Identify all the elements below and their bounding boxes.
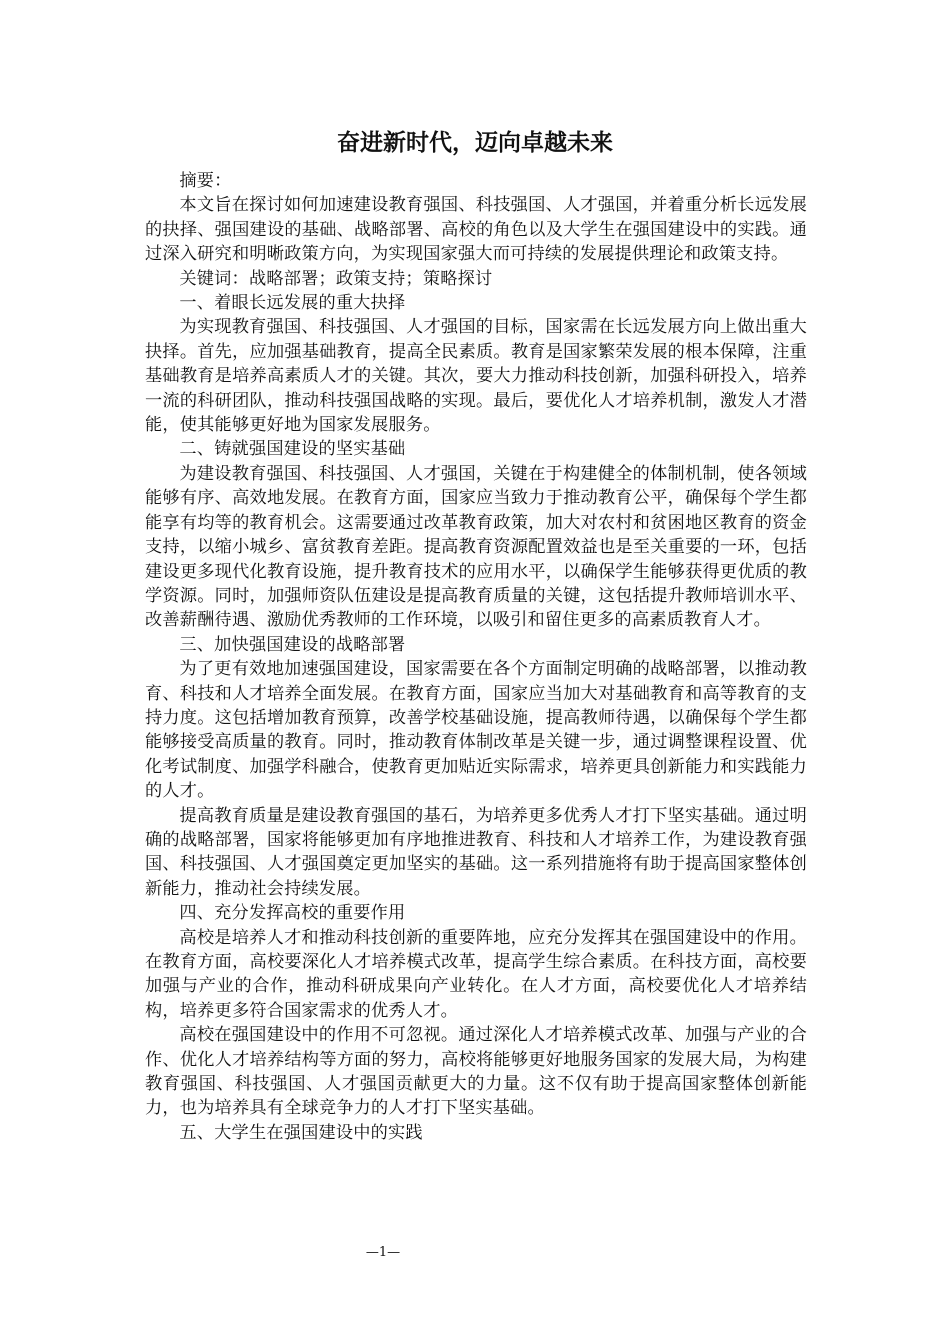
section-4-paragraph-1: 高校是培养人才和推动科技创新的重要阵地，应充分发挥其在强国建设中的作用。在教育方面，高校要深化人才培养模式改革，提高学生综合素质。在科技方面，高校要加强与产业的合作，推动科研成果向产业转化。在人才方面，高校要优化人才培养结构，培养更多符合国家需求的优秀人才。 — [145, 927, 807, 1021]
page-number: —1— — [365, 1245, 401, 1260]
abstract-paragraph: 本文旨在探讨如何加速建设教育强国、科技强国、人才强国，并着重分析长远发展的抉择、强国建设的基础、战略部署、高校的角色以及大学生在强国建设中的实践。通过深入研究和明晰政策方向，为实现国家强大而可持续的发展提供理论和政策支持。 — [145, 195, 807, 265]
section-2-heading: 二、铸就强国建设的坚实基础 — [179, 439, 406, 460]
abstract-label: 摘要： — [179, 171, 232, 191]
section-2-paragraph-1: 为建设教育强国、科技强国、人才强国，关键在于构建健全的体制机制，使各领域能够有序、高效地发展。在教育方面，国家应当致力于推动教育公平，确保每个学生都能享有均等的教育机会。这需要通过改革教育政策，加大对农村和贫困地区教育的资金支持，以缩小城乡、富贫教育差距。提高教育资源配置效益也是至关重要的一环，包括建设更多现代化教育设施，提升教育技术的应用水平，以确保学生能够获得更优质的教学资源。同时，加强师资队伍建设是提高教育质量的关键，这包括提升教师培训水平、改善薪酬待遇、激励优秀教师的工作环境，以吸引和留住更多的高素质教育人才。 — [145, 463, 807, 631]
section-5-heading: 五、大学生在强国建设中的实践 — [179, 1122, 423, 1143]
section-3-paragraph-2: 提高教育质量是建设教育强国的基石，为培养更多优秀人才打下坚实基础。通过明确的战略部署，国家将能够更加有序地推进教育、科技和人才培养工作，为建设教育强国、科技强国、人才强国奠定更加坚实的基础。这一系列措施将有助于提高国家整体创新能力，推动社会持续发展。 — [145, 805, 807, 899]
document-title: 奋进新时代，迈向卓越未来 — [337, 130, 613, 156]
section-4-paragraph-2: 高校在强国建设中的作用不可忽视。通过深化人才培养模式改革、加强与产业的合作、优化人才培养结构等方面的努力，高校将能够更好地服务国家的发展大局，为构建教育强国、科技强国、人才强国贡献更大的力量。这不仅有助于提高国家整体创新能力，也为培养具有全球竞争力的人才打下坚实基础。 — [145, 1025, 807, 1119]
section-4-heading: 四、充分发挥高校的重要作用 — [179, 903, 406, 924]
keywords-line: 关键词：战略部署；政策支持；策略探讨 — [179, 268, 493, 289]
section-1-paragraph-1: 为实现教育强国、科技强国、人才强国的目标，国家需在长远发展方向上做出重大抉择。首先，应加强基础教育，提高全民素质。教育是国家繁荣发展的根本保障，注重基础教育是培养高素质人才的关键。其次，要大力推动科技创新，加强科研投入，培养一流的科研团队，推动科技强国战略的实现。最后，要优化人才培养机制，激发人才潜能，使其能够更好地为国家发展服务。 — [145, 317, 807, 436]
section-3-paragraph-1: 为了更有效地加速强国建设，国家需要在各个方面制定明确的战略部署，以推动教育、科技和人才培养全面发展。在教育方面，国家应当加大对基础教育和高等教育的支持力度。这包括增加教育预算，改善学校基础设施，提高教师待遇，以确保每个学生都能够接受高质量的教育。同时，推动教育体制改革是关键一步，通过调整课程设置、优化考试制度、加强学科融合，使教育更加贴近实际需求，培养更具创新能力和实践能力的人才。 — [145, 659, 807, 802]
section-1-heading: 一、着眼长远发展的重大抉择 — [179, 293, 406, 314]
document-body — [145, 169, 807, 1145]
section-3-heading: 三、加快强国建设的战略部署 — [179, 634, 406, 655]
